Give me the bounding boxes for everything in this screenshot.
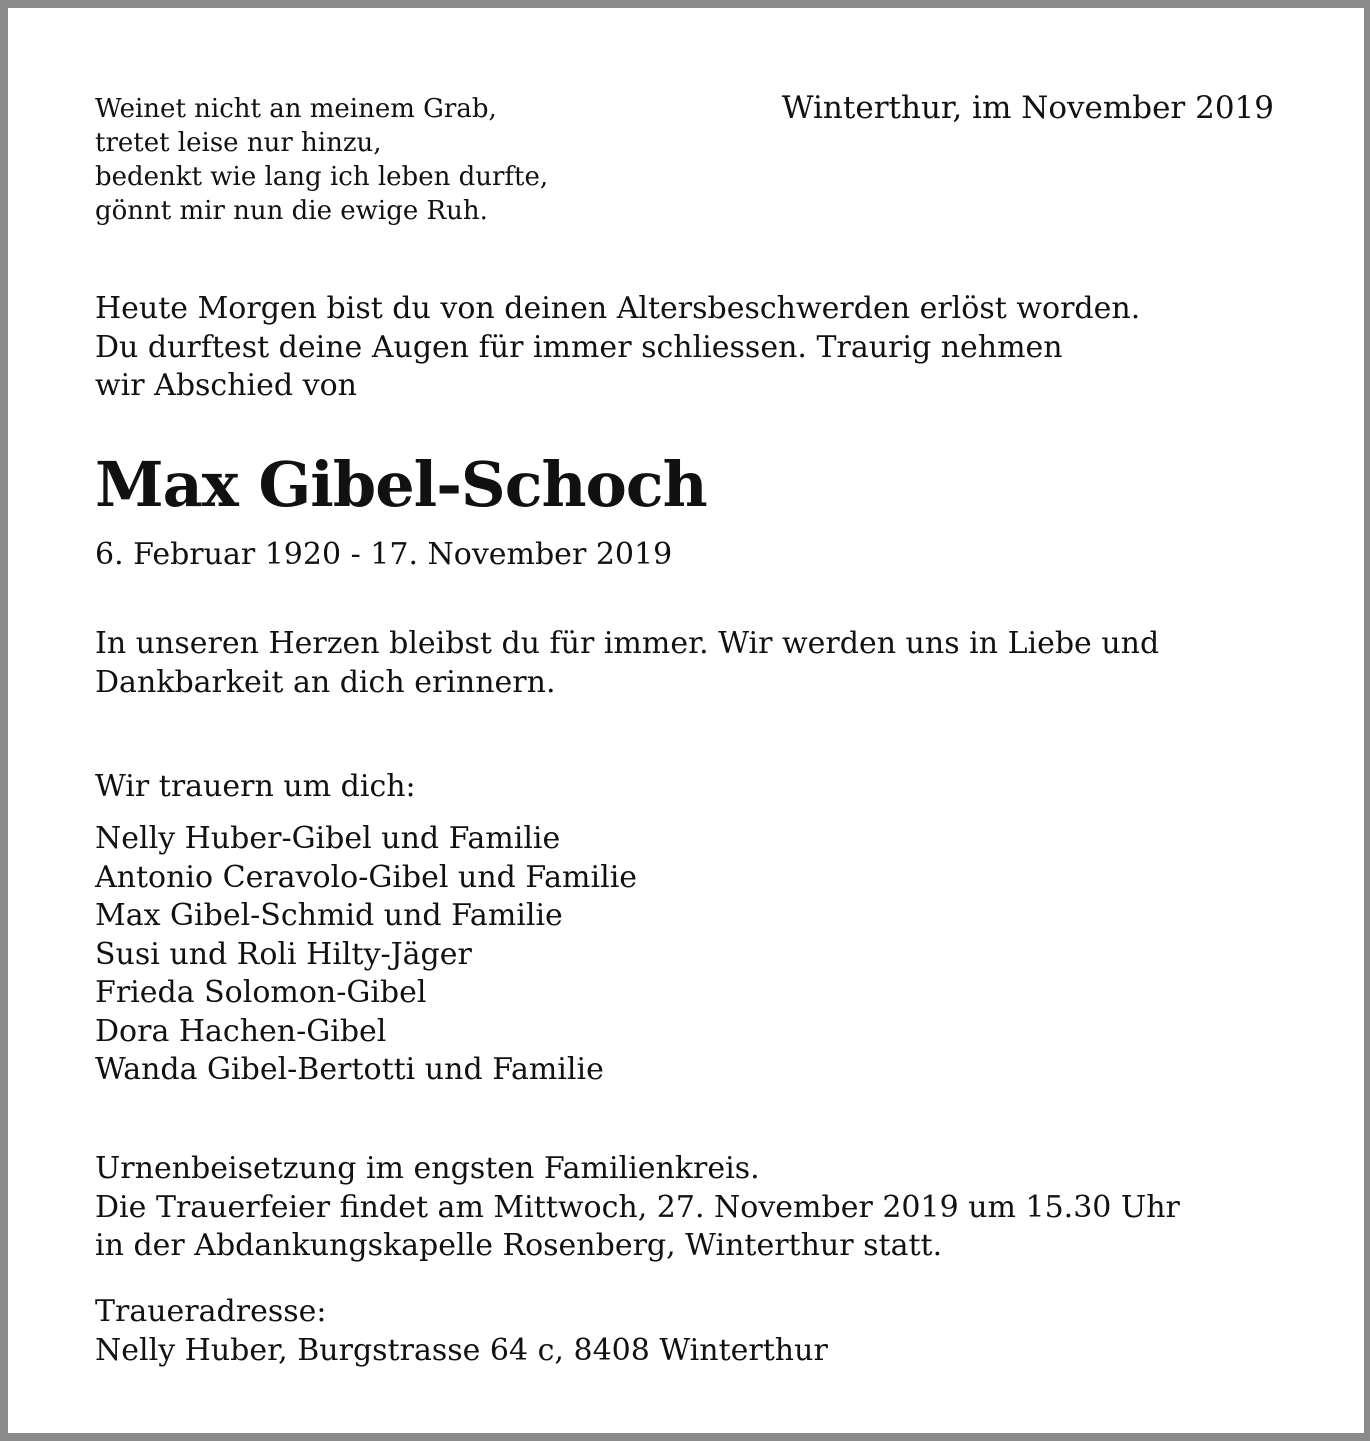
mourner-item: Wanda Gibel-Bertotti und Familie — [95, 1052, 604, 1087]
poem-line: Weinet nicht an meinem Grab, — [95, 94, 497, 124]
funeral-line: in der Abdankungskapelle Rosenberg, Winterthur statt. — [95, 1228, 943, 1263]
funeral-info — [95, 1150, 1295, 1266]
intro-text — [95, 290, 1295, 406]
place-date: Winterthur, im November 2019 — [781, 90, 1274, 126]
address-value: Nelly Huber, Burgstrasse 64 c, 8408 Winterthur — [95, 1332, 828, 1368]
mourner-item: Max Gibel-Schmid und Familie — [95, 898, 563, 933]
deceased-name: Max Gibel-Schoch — [95, 448, 707, 521]
tribute-line: Dankbarkeit an dich erinnern. — [95, 664, 556, 700]
tribute-text — [95, 625, 1295, 702]
mourner-item: Antonio Ceravolo-Gibel und Familie — [95, 859, 638, 895]
funeral-line: Urnenbeisetzung im engsten Familienkreis. — [95, 1151, 760, 1186]
mourner-item: Frieda Solomon-Gibel — [95, 975, 427, 1010]
mourner-item: Susi und Roli Hilty-Jäger — [95, 936, 472, 972]
mourners-list — [95, 820, 637, 1090]
poem-line: gönnt mir nun die ewige Ruh. — [95, 196, 488, 226]
poem — [95, 92, 548, 228]
poem-line: tretet leise nur hinzu, — [95, 128, 382, 158]
address-label: Traueradresse: — [95, 1294, 327, 1329]
mourner-item: Nelly Huber-Gibel und Familie — [95, 821, 561, 856]
intro-line: wir Abschied von — [95, 368, 357, 403]
mourning-address — [95, 1293, 828, 1370]
intro-line: Du durftest deine Augen für immer schliessen. Traurig nehmen — [95, 329, 1063, 365]
funeral-line: Die Trauerfeier findet am Mittwoch, 27. November 2019 um 15.30 Uhr — [95, 1189, 1180, 1225]
intro-line: Heute Morgen bist du von deinen Altersbeschwerden erlöst worden. — [95, 291, 1141, 326]
poem-line: bedenkt wie lang ich leben durfte, — [95, 162, 549, 192]
mourners-heading: Wir trauern um dich: — [95, 769, 416, 804]
tribute-line: In unseren Herzen bleibst du für immer. Wir werden uns in Liebe und — [95, 626, 1160, 661]
mourner-item: Dora Hachen-Gibel — [95, 1013, 387, 1049]
life-dates: 6. Februar 1920 - 17. November 2019 — [95, 537, 673, 572]
